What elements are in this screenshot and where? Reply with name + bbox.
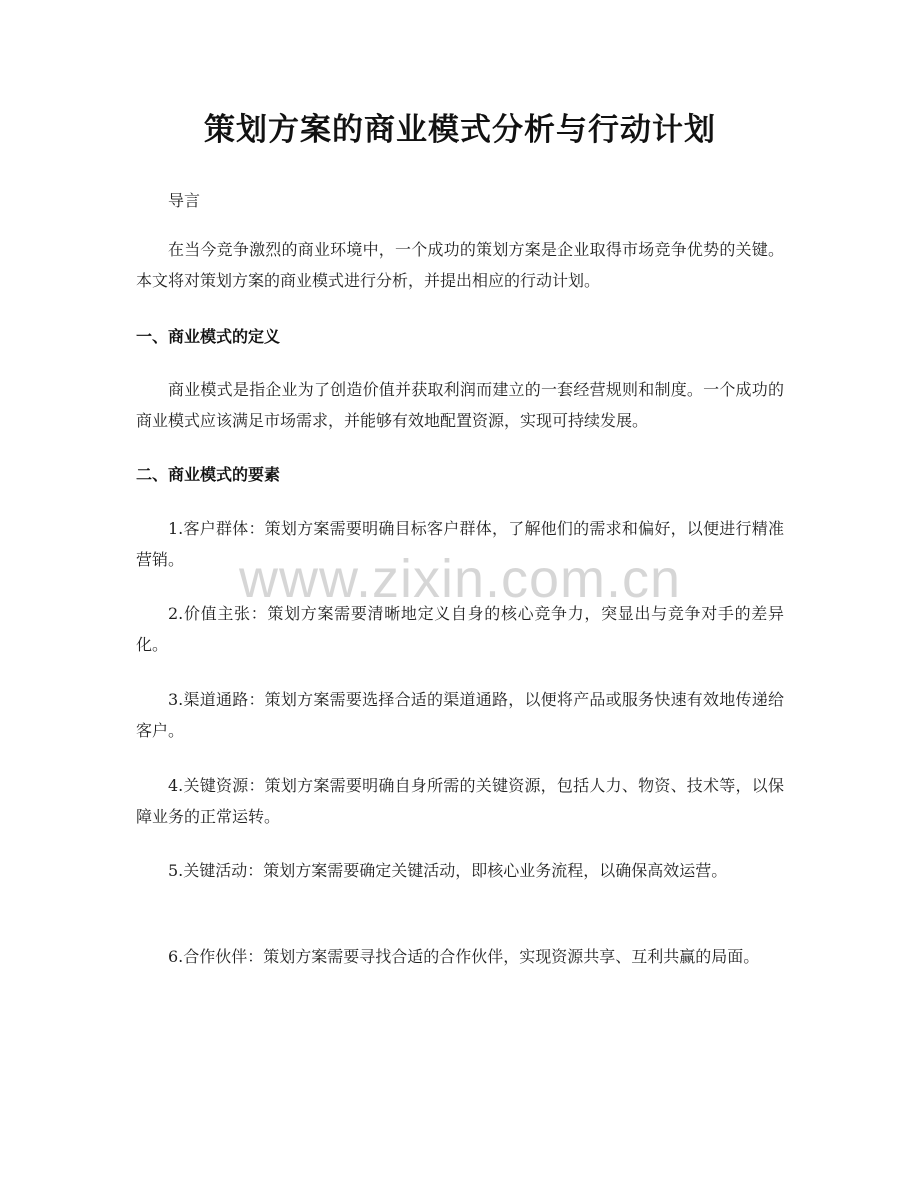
section-heading-definition: 一、商业模式的定义	[136, 327, 281, 346]
list-item-value-proposition: 2.价值主张：策划方案需要清晰地定义自身的核心竞争力，突显出与竞争对手的差异化。	[136, 604, 784, 654]
list-item-customer-segments: 1.客户群体：策划方案需要明确目标客户群体，了解他们的需求和偏好，以便进行精准营销。	[136, 519, 784, 569]
intro-label: 导言	[168, 191, 201, 210]
list-item-partners: 6.合作伙伴：策划方案需要寻找合适的合作伙伴，实现资源共享、互利共赢的局面。	[168, 947, 760, 966]
list-item-key-resources: 4.关键资源：策划方案需要明确自身所需的关键资源，包括人力、物资、技术等，以保障业务的正常运转。	[136, 776, 784, 826]
definition-paragraph: 商业模式是指企业为了创造价值并获取利润而建立的一套经营规则和制度。一个成功的商业模式应该满足市场需求，并能够有效地配置资源，实现可持续发展。	[136, 380, 784, 430]
intro-paragraph: 在当今竞争激烈的商业环境中，一个成功的策划方案是企业取得市场竞争优势的关键。本文将对策划方案的商业模式进行分析，并提出相应的行动计划。	[136, 240, 784, 290]
list-item-channels: 3.渠道通路：策划方案需要选择合适的渠道通路，以便将产品或服务快速有效地传递给客户。	[136, 690, 784, 740]
section-heading-elements: 二、商业模式的要素	[136, 465, 281, 484]
document-title: 策划方案的商业模式分析与行动计划	[204, 112, 716, 148]
watermark: www.zixin.com.cn	[238, 549, 682, 609]
list-item-key-activities: 5.关键活动：策划方案需要确定关键活动，即核心业务流程，以确保高效运营。	[168, 861, 728, 880]
